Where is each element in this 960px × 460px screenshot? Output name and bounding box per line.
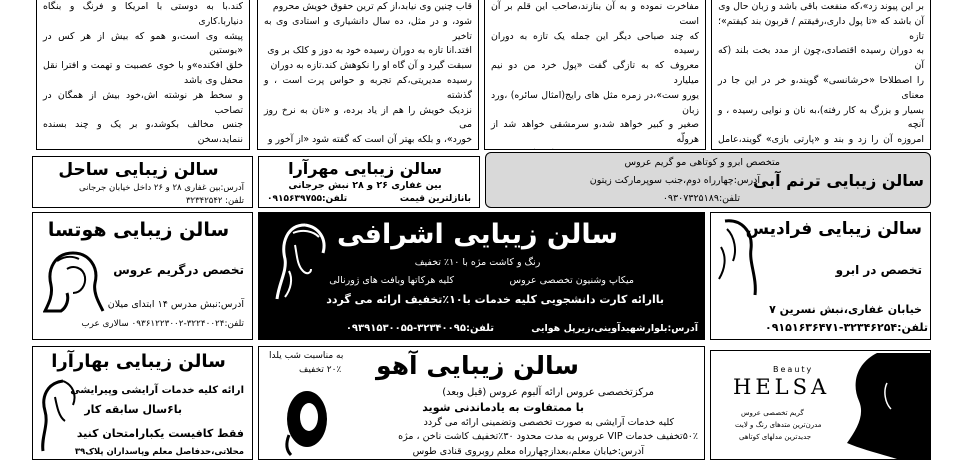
ad-sahel bbox=[32, 156, 253, 208]
ad-title: سالن زیبایی مهرآرا bbox=[288, 159, 442, 178]
ad-ferdows bbox=[710, 212, 931, 340]
article-line: پیشه وی است،و همو که بیش از هر کس در «بوستین bbox=[43, 30, 243, 57]
ad-specialty: تخصص درگریم عروس bbox=[113, 263, 244, 277]
ad-address: آدرس:بلوارشهیدآوینی،زیرپل هوایی bbox=[531, 323, 698, 334]
article-line: رسیده مدیریتی،کم تجربه و حواس پرت است ، و گذشته bbox=[264, 74, 472, 101]
article-line: خورد»، و بلکه بهتر آن است که گفته شود «از آخور و bbox=[267, 134, 472, 146]
article-line bbox=[43, 148, 243, 150]
article-line: مفاخرت نموده و به آن بنازند،صاحب این قلم بر آن است bbox=[491, 1, 699, 27]
article-line: نزدیک خویش را هم از یاد برده، و «نان به نرخ روز می bbox=[264, 104, 472, 131]
ad-title: سالن زیبایی فرادیس bbox=[745, 219, 922, 239]
article-column-4 bbox=[711, 0, 931, 150]
ad-phone: تلفن:۳۲۳۴۶۲۵۴-۰۹۱۵۱۶۳۶۴۷۱ bbox=[765, 321, 928, 334]
ad-line: کلیه هرکاتها وبافت های ژورنالی bbox=[329, 275, 454, 286]
brand-small: Beauty bbox=[773, 365, 814, 374]
article-line bbox=[491, 148, 699, 150]
article-column-2 bbox=[257, 0, 479, 150]
ad-taranom bbox=[485, 152, 931, 208]
woman-hair-icon bbox=[281, 387, 329, 457]
ad-services: ارائه کلیه خدمات آرایشی وپیرایشی bbox=[70, 385, 244, 396]
woman-profile-icon bbox=[43, 249, 105, 315]
ad-bahar bbox=[32, 346, 253, 460]
ad-address: آدرس:بین غفاری ۲۸ و ۲۶ داخل خیابان جرجانی bbox=[79, 183, 244, 193]
ad-address: آدرس:چهارراه دوم،جنب سوپرمارکت زیتون bbox=[589, 175, 760, 186]
article-line: امروزه آن را زد و بند و «پارتی بازی» گویند،عامل bbox=[718, 134, 924, 146]
article-line: صغیر و کبیر خواهد شد،و سرمشقی خواهد شد از هرولّه bbox=[491, 119, 699, 146]
ad-title: سالن زیبایی اشرافی bbox=[336, 219, 619, 250]
ad-phone: تلفن:۳۲۳۴۰۰۹۵-۰۹۳۹۱۵۳۰۰۵۵ bbox=[345, 323, 494, 334]
ad-line: گریم تخصصی عروس bbox=[741, 409, 804, 417]
article-line: یورو ست»،در زمره مثل های رایج(امثال سائره) ،ورد زبان bbox=[491, 89, 699, 116]
ad-promo-discount: ۲۰٪ تخفیف bbox=[299, 365, 342, 375]
article-line: و سخط هر نوشته اش،خود بیش از همگان در تصاحب bbox=[43, 89, 243, 116]
article-line: خلق افکنده»و با خوی عصبیت و تهمت و افترا نقل محفل وی باشد bbox=[43, 60, 243, 86]
ad-title: سالن زیبایی هوتسا bbox=[47, 219, 230, 241]
ad-title: سالن زیبایی آهو bbox=[376, 351, 579, 380]
ad-mehrara bbox=[258, 156, 480, 208]
article-line: آن باشد که «تا پول داری،رفیقتم / قربون بند کیفتم»؛تازه bbox=[718, 15, 924, 42]
ad-phone: تلفن:۰۹۳۰۷۳۲۵۱۸۹ bbox=[662, 193, 740, 204]
ad-promo: به مناسبت شب یلدا bbox=[269, 351, 344, 361]
article-line: معروف که به تازگی گفت «پول خرد من دو نیم میلیارد bbox=[491, 60, 699, 86]
article-line: به دوران رسیده اقتصادی،چون از مدد بخت بلند (که آن bbox=[718, 45, 924, 72]
ad-line: میکاپ وشنیون تخصصی عروس bbox=[509, 275, 634, 286]
article-line: بر این پیوند زد»،که منفعت باقی باشد و زبان حال وی bbox=[718, 1, 924, 12]
ad-title: سالن زیبایی ترنم آبی bbox=[752, 171, 924, 190]
woman-hair-icon bbox=[715, 217, 763, 299]
ad-ahoo bbox=[258, 346, 705, 460]
article-line: را اصطلاحا «خرشانسی» گویند،و خر در این جا در معنای bbox=[718, 74, 924, 101]
ad-license: فقط کافیست یکبارامتحان کنید bbox=[76, 427, 244, 440]
ad-phone: تلفن:۰۹۱۵۶۳۹۷۵۵ bbox=[267, 194, 348, 204]
ad-discount: باارائه کارت دانشجویی کلیه خدمات با۱۰٪تخفیف ارائه می گردد bbox=[326, 293, 664, 306]
ad-line: ۵۰٪تخفیف خدمات VIP عروس به مدت محدود ۳۰٪تخفیف کاشت ناخن ، مژه bbox=[398, 431, 698, 442]
ad-address: بین غفاری ۲۶ و ۲۸ نبش جرجانی bbox=[288, 180, 442, 191]
ad-address: آدرس:خیابان معلم،بعدازچهارراه معلم روبروی قنادی طوس bbox=[412, 446, 644, 457]
ad-services: رنگ و کاشت مژه با ۱۰٪ تخفیف bbox=[414, 257, 541, 268]
ad-experience: با۶سال سابقه کار bbox=[84, 403, 182, 416]
ad-line: مدرن‌ترین متدهای رنگ و لایت bbox=[735, 421, 822, 429]
ad-title: سالن زیبایی ساحل bbox=[58, 160, 219, 180]
article-line: شود، و در مثل، ده سال دانشیاری و استادی وی به تاخیر bbox=[264, 15, 472, 42]
ad-helsa bbox=[710, 350, 931, 460]
ad-title: سالن زیبایی بهارآرا bbox=[51, 351, 226, 372]
ad-line: جدیدترین مدلهای کوتاهی bbox=[739, 433, 812, 441]
article-line: سبقت گیرد و آن گاه او را نکوهش کند.تازه به دوران bbox=[270, 60, 472, 72]
ad-specialty: متخصص ابرو و کوتاهی مو گریم عروس bbox=[624, 157, 780, 168]
woman-silhouette-icon bbox=[837, 353, 931, 459]
ad-phone: تلفن:۳۲۲۴۰۰۲۴-۰۹۳۶۱۲۲۳۰۰۲ سالاری عرب bbox=[81, 319, 244, 329]
ad-line: مرکزتخصصی عروس ارائه آلبوم عروس (قبل وبعد) bbox=[442, 387, 654, 398]
article-line: بسیار و بزرگ به کار رفته)،به نان و نوایی رسیده ، و آنچه bbox=[718, 104, 924, 131]
article-line: جنس مخالف بکوشد،و بر یک و چند بسنده ننماید،سخن bbox=[43, 119, 243, 146]
ad-address: آدرس:نبش مدرس ۱۴ ابتدای میلان bbox=[107, 299, 244, 310]
ad-line: کلیه خدمات آرایشی به صورت تخصصی وتضمینی ارائه می گردد bbox=[423, 417, 674, 428]
article-line: افتد.انا تازه به دوران رسیده خود به دوز و کلک بر وی bbox=[267, 45, 472, 57]
ad-address: محلاتی،حدفاصل معلم وپاسداران پلاک۳۹ bbox=[74, 447, 244, 457]
ad-note: بانازلترین قیمت bbox=[399, 194, 471, 204]
ad-line: با ممتفاوت به یادماندنی شوید bbox=[422, 401, 584, 414]
article-line: که چند صباحی دیگر این جمله یک تازه به دوران رسیده bbox=[491, 30, 699, 57]
brand-logo: HELSA bbox=[733, 375, 831, 399]
article-line: کند.با به دوستی با امریکا و فرنگ و بنگاه دنیاربا.کاری bbox=[43, 1, 243, 27]
article-column-1 bbox=[36, 0, 250, 150]
ad-hootsa bbox=[32, 212, 253, 340]
ad-specialty: تخصص در ابرو bbox=[835, 263, 922, 277]
ad-ashrafi bbox=[258, 212, 705, 340]
article-line: قاب چنین وی نیابد،از کم ترین حقوق خویش محروم bbox=[272, 1, 472, 12]
ad-phone: تلفن: ۳۲۳۴۲۵۴۲ bbox=[185, 196, 244, 206]
article-column-3 bbox=[484, 0, 706, 150]
ad-address: خیابان غفاری،نبش نسرین ۷ bbox=[769, 303, 922, 316]
